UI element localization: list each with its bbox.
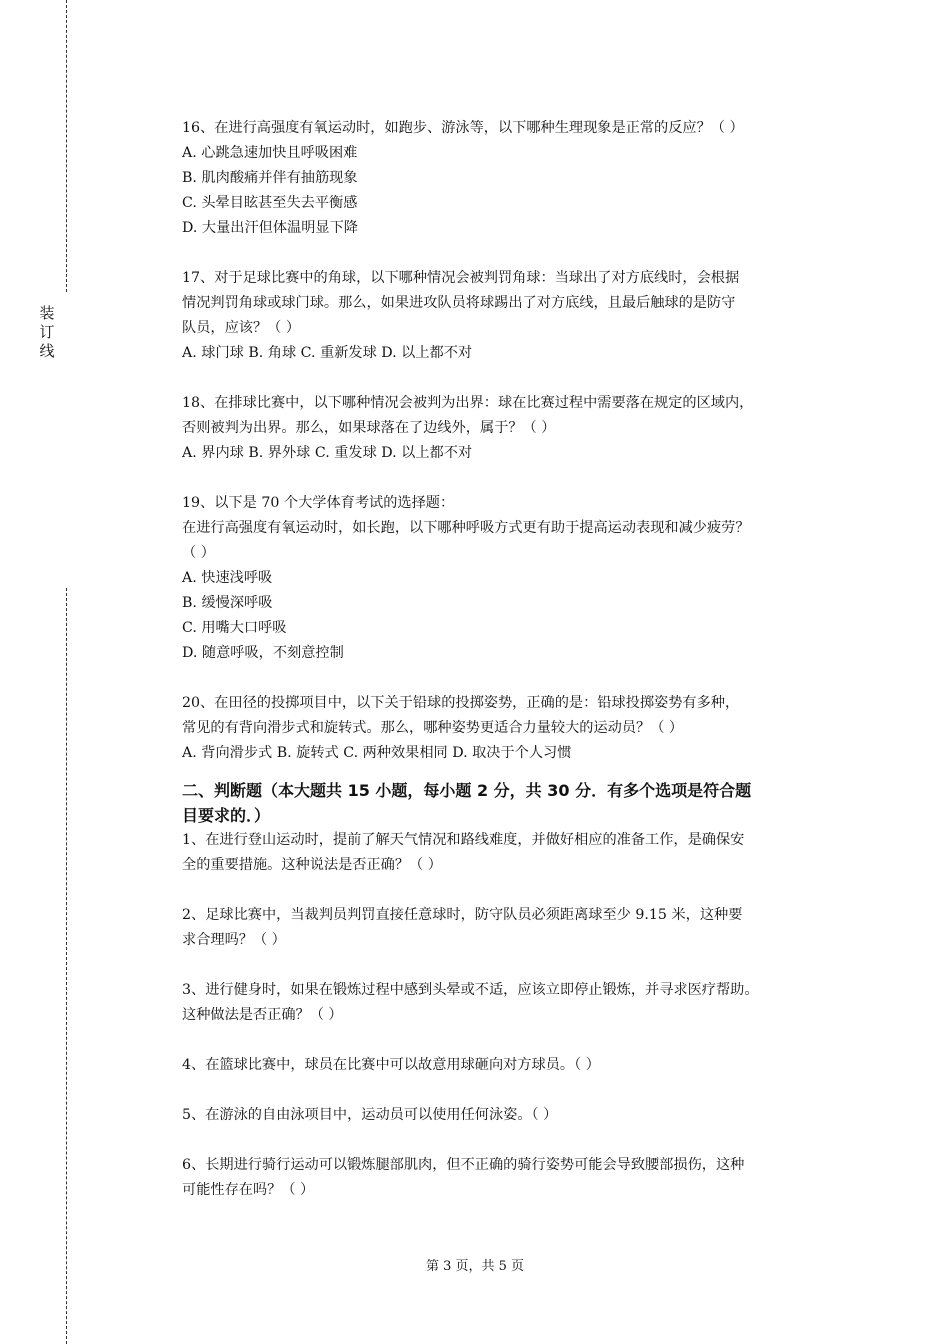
tf-question-6: [182, 1153, 854, 1203]
binding-dashed-line-bottom: [66, 588, 67, 1344]
tf-question-4: [182, 1053, 854, 1078]
question-line: 可能性存在吗？（ ）: [182, 1182, 315, 1198]
question-line: 全的重要措施。这种说法是否正确？（ ）: [182, 857, 442, 873]
question-16: [182, 116, 854, 241]
option-line: A. 球门球 B. 角球 C. 重新发球 D. 以上都不对: [182, 345, 473, 361]
option-line: A. 快速浅呼吸: [182, 570, 273, 586]
binding-char: 订: [39, 323, 55, 341]
binding-char: 装: [39, 304, 55, 322]
question-line: 20、在田径的投掷项目中，以下关于铅球的投掷姿势，正确的是：铅球投掷姿势有多种，: [182, 695, 740, 711]
question-line: 19、以下是 70 个大学体育考试的选择题：: [182, 495, 455, 511]
question-17: [182, 266, 854, 366]
option-line: C. 用嘴大口呼吸: [182, 620, 287, 636]
binding-char: 线: [39, 342, 55, 360]
section-title-true-false: [182, 778, 854, 828]
section-title-line: 目要求的．）: [182, 806, 271, 825]
question-line: 否则被判为出界。那么，如果球落在了边线外，属于？（ ）: [182, 420, 556, 436]
page-footer: 第 3 页，共 5 页: [425, 1259, 525, 1274]
question-line: 这种做法是否正确？（ ）: [182, 1007, 343, 1023]
question-line: 17、对于足球比赛中的角球，以下哪种情况会被判罚角球：当球出了对方底线时，会根据: [182, 270, 740, 286]
tf-question-1: [182, 828, 854, 878]
question-line: 18、在排球比赛中，以下哪种情况会被判为出界：球在比赛过程中需要落在规定的区域内，: [182, 395, 754, 411]
option-line: C. 头晕目眩甚至失去平衡感: [182, 195, 358, 211]
question-line: 16、在进行高强度有氧运动时，如跑步、游泳等，以下哪种生理现象是正常的反应？（ ）: [182, 120, 744, 136]
question-line: 4、在篮球比赛中，球员在比赛中可以故意用球砸向对方球员。（ ）: [182, 1057, 600, 1073]
question-line: 2、足球比赛中，当裁判员判罚直接任意球时，防守队员必须距离球至少 9.15 米，这种要: [182, 907, 743, 923]
question-line: 常见的有背向滑步式和旋转式。那么，哪种姿势更适合力量较大的运动员？（ ）: [182, 720, 684, 736]
question-line: （ ）: [182, 545, 215, 561]
question-line: 6、长期进行骑行运动可以锻炼腿部肌肉，但不正确的骑行姿势可能会导致腰部损伤，这种: [182, 1157, 745, 1173]
question-line: 情况判罚角球或球门球。那么，如果进攻队员将球踢出了对方底线，且最后触球的是防守: [182, 295, 736, 311]
option-line: A. 背向滑步式 B. 旋转式 C. 两种效果相同 D. 取决于个人习惯: [182, 745, 572, 761]
section-title-line: 二、判断题（本大题共 15 小题，每小题 2 分，共 30 分．有多个选项是符合题: [182, 781, 752, 800]
tf-question-5: [182, 1103, 854, 1128]
question-19: [182, 491, 854, 666]
option-line: D. 大量出汗但体温明显下降: [182, 220, 358, 236]
question-line: 1、在进行登山运动时，提前了解天气情况和路线难度，并做好相应的准备工作，是确保安: [182, 832, 745, 848]
question-line: 3、进行健身时，如果在锻炼过程中感到头晕或不适，应该立即停止锻炼，并寻求医疗帮助。: [182, 982, 759, 998]
binding-dashed-line-top: [66, 0, 67, 292]
question-line: 5、在游泳的自由泳项目中，运动员可以使用任何泳姿。（ ）: [182, 1107, 558, 1123]
tf-question-3: [182, 978, 854, 1028]
option-line: A. 心跳急速加快且呼吸困难: [182, 145, 358, 161]
question-20: [182, 691, 854, 766]
exam-content: [182, 116, 854, 1228]
option-line: B. 缓慢深呼吸: [182, 595, 273, 611]
tf-question-2: [182, 903, 854, 953]
binding-label: [37, 304, 57, 361]
question-18: [182, 391, 854, 466]
option-line: A. 界内球 B. 界外球 C. 重发球 D. 以上都不对: [182, 445, 473, 461]
question-line: 求合理吗？（ ）: [182, 932, 286, 948]
question-line: 队员，应该？（ ）: [182, 320, 301, 336]
option-line: B. 肌肉酸痛并伴有抽筋现象: [182, 170, 358, 186]
option-line: D. 随意呼吸，不刻意控制: [182, 645, 344, 661]
question-line: 在进行高强度有氧运动时，如长跑，以下哪种呼吸方式更有助于提高运动表现和减少疲劳？: [182, 520, 750, 536]
